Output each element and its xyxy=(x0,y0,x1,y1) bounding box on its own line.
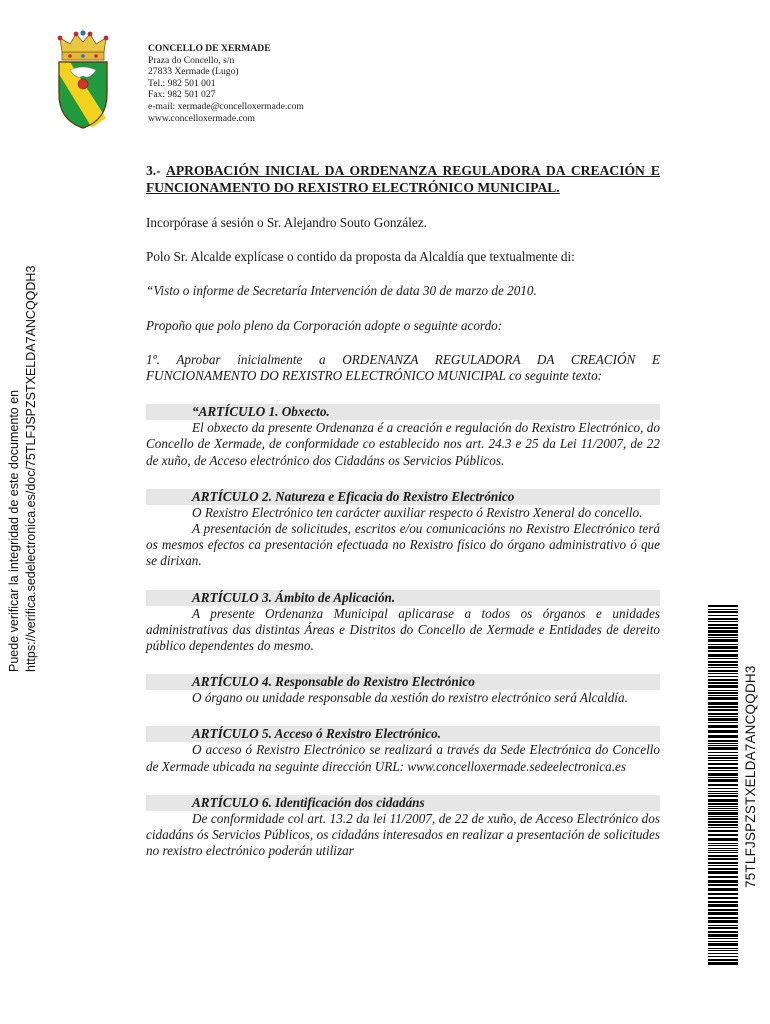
barcode-bar xyxy=(708,695,738,696)
barcode-bar xyxy=(708,702,738,705)
barcode-bar xyxy=(708,850,738,851)
agreement-paragraph: 1º. Aprobar inicialmente a ORDENANZA REGULADORA DA CREACIÓN E FUNCIONAMENTO DO REXISTRO ELECTRÓNICO MUNICIPAL co seguinte texto: xyxy=(146,351,660,384)
barcode-bar xyxy=(708,755,738,756)
barcode-bar xyxy=(708,858,738,860)
barcode-bar xyxy=(708,658,738,659)
verification-barcode xyxy=(708,605,738,967)
barcode-bar xyxy=(708,752,738,753)
municipality-header xyxy=(148,43,304,124)
barcode-bar xyxy=(708,917,738,919)
barcode-bar xyxy=(708,953,738,954)
barcode-bar xyxy=(708,808,738,809)
article-5 xyxy=(146,726,660,774)
barcode-bar xyxy=(708,690,738,691)
article-4 xyxy=(146,674,660,706)
barcode-bar xyxy=(708,745,738,746)
document-body xyxy=(146,163,660,859)
barcode-bar xyxy=(708,876,738,878)
article-text: De conformidade col art. 13.2 da lei 11/2007, de 22 de xuño, de Acceso Electrónico dos cidadáns ós Servicios Públicos, os cidadáns interesados en realizar a presentación de solicitudes no rexistro electrónico poderán utilizar xyxy=(146,810,660,859)
article-title: ARTÍCULO 4. Responsable do Rexistro Electrónico xyxy=(146,674,660,690)
barcode-bar xyxy=(708,679,738,681)
barcode-bar xyxy=(708,639,738,642)
barcode-bar xyxy=(708,644,738,645)
barcode-bar xyxy=(708,868,738,870)
barcode-bar xyxy=(708,920,738,923)
barcode-bar xyxy=(708,654,738,657)
article-3 xyxy=(146,590,660,655)
verification-note-line1: Puede verificar la integridad de este documento en xyxy=(7,389,21,672)
barcode-bar xyxy=(708,810,738,811)
fax: Fax: 982 501 027 xyxy=(148,89,216,101)
barcode-bar xyxy=(708,791,738,792)
barcode-bar xyxy=(708,862,738,864)
barcode-bar xyxy=(708,799,738,802)
barcode-bar xyxy=(708,730,738,733)
barcode-bar xyxy=(708,795,738,797)
barcode-bar xyxy=(708,888,738,891)
barcode-bar xyxy=(708,740,738,742)
barcode-bar xyxy=(708,824,738,826)
barcode-bar xyxy=(708,941,738,942)
barcode-bar xyxy=(708,845,738,846)
barcode-bar xyxy=(708,670,738,672)
article-text: O Rexistro Electrónico ten carácter auxiliar respecto ó Rexistro Xeneral do concello. xyxy=(192,504,643,520)
barcode-bar xyxy=(708,788,738,789)
barcode-bar xyxy=(708,627,738,629)
barcode-bar xyxy=(708,865,738,866)
barcode-bar xyxy=(708,812,738,815)
barcode-bar xyxy=(708,950,738,951)
barcode-bar xyxy=(708,843,738,844)
barcode-bar xyxy=(708,803,738,805)
barcode-bar xyxy=(708,880,738,883)
barcode-bar xyxy=(708,605,738,607)
barcode-bar xyxy=(708,611,738,613)
barcode-bar xyxy=(708,747,738,750)
barcode-bar xyxy=(708,897,738,899)
barcode-bar xyxy=(708,713,738,715)
article-title: ARTÍCULO 3. Ámbito de Aplicación. xyxy=(146,590,660,606)
barcode-bar xyxy=(708,912,738,915)
barcode-bar xyxy=(708,634,738,636)
article-text: A presente Ordenanza Municipal aplicarase a todos os órganos e unidades administrativas das distintas Áreas e Distritos do Concello de Xermade e Entidades de dereito público dependentes do mesmo. xyxy=(146,605,660,654)
barcode-bar xyxy=(708,685,738,688)
barcode-bar xyxy=(708,838,738,841)
barcode-bar xyxy=(708,893,738,895)
barcode-bar xyxy=(708,779,738,782)
barcode-bar xyxy=(708,667,738,668)
barcode-bar xyxy=(708,664,738,666)
barcode-bar xyxy=(708,770,738,771)
barcode-bar xyxy=(708,821,738,823)
barcode-bar xyxy=(708,621,738,622)
article-2 xyxy=(146,489,660,570)
barcode-bar xyxy=(708,948,738,949)
barcode-bar xyxy=(708,938,738,939)
barcode-bar xyxy=(708,871,738,874)
verification-url[interactable]: https://verifica.sedelectronica.es/doc/75TLFJSPZSTXELDA7ANCQQDH3 xyxy=(24,265,38,672)
barcode-bar xyxy=(708,934,738,937)
barcode-bar xyxy=(708,692,738,694)
paragraph: Incorpórase á sesión o Sr. Alejandro Souto González. xyxy=(146,215,427,230)
agenda-item-title: APROBACIÓN INICIAL DA ORDENANZA REGULADORA DA CREACIÓN E FUNCIONAMENTO DO REXISTRO ELECTRÓNICO MUNICIPAL. xyxy=(146,163,660,195)
barcode-bar xyxy=(708,697,738,700)
barcode-bar xyxy=(708,682,738,684)
article-title: ARTÍCULO 5. Acceso ó Rexistro Electrónico. xyxy=(146,726,660,742)
barcode-bar xyxy=(708,956,738,957)
barcode-bar xyxy=(708,884,738,886)
barcode-bar xyxy=(708,630,738,633)
barcode-bar xyxy=(708,637,738,638)
barcode-bar xyxy=(708,725,738,728)
barcode-bar xyxy=(708,743,738,744)
barcode-bar xyxy=(708,661,738,663)
barcode-bar xyxy=(708,901,738,903)
barcode-bar xyxy=(708,706,738,708)
email[interactable]: e-mail: xermade@concelloxermade.com xyxy=(148,100,304,112)
barcode-bar xyxy=(708,855,738,857)
agenda-item-heading xyxy=(146,163,660,196)
barcode-bar xyxy=(708,676,738,677)
paragraph: Polo Sr. Alcalde explícase o contido da proposta da Alcaldía que textualmente di: xyxy=(146,249,575,265)
barcode-bar xyxy=(708,716,738,717)
barcode-bar xyxy=(708,834,738,836)
barcode-bar xyxy=(708,735,738,738)
barcode-bar xyxy=(708,962,738,965)
telephone: Tel.: 982 501 001 xyxy=(148,77,216,89)
barcode-bar xyxy=(708,848,738,849)
organization-name: CONCELLO DE XERMADE xyxy=(148,43,271,54)
agenda-item-number: 3.- xyxy=(146,163,167,178)
article-text: A presentación de solicitudes, escritos e/ou comunicacións no Rexistro Electrónico terá os mesmos efectos ca presentación efectuada no Rexistro físico do órgano administrativo ó que se dirixan. xyxy=(146,521,660,569)
barcode-bar xyxy=(708,718,738,721)
paragraph: Propoño que polo pleno da Corporación adopte o seguinte acordo: xyxy=(146,317,503,333)
barcode-bar xyxy=(708,927,738,929)
address: Praza do Concello, s/n xyxy=(148,54,235,66)
municipal-crest-icon xyxy=(50,30,116,130)
article-text: O acceso ó Rexistro Electrónico se realizará a través da Sede Electrónica do Concello de Xermade ubicada na seguinte dirección URL: www.concelloxermade.sedeelectronica.es xyxy=(146,742,660,774)
barcode-bar xyxy=(708,959,738,961)
article-6 xyxy=(146,795,660,860)
barcode-bar xyxy=(708,615,738,616)
barcode-bar xyxy=(708,722,738,723)
barcode-bar xyxy=(708,609,738,610)
barcode-code: 75TLFJSPZSTXELDA7ANCQQDH3 xyxy=(743,665,758,888)
barcode-bar xyxy=(708,830,738,832)
barcode-bar xyxy=(708,943,738,946)
barcode-bar xyxy=(708,818,738,820)
article-1 xyxy=(146,404,660,469)
barcode-bar xyxy=(708,777,738,778)
barcode-bar xyxy=(708,925,738,926)
paragraph: “Visto o informe de Secretaría Intervención de data 30 de marzo de 2010. xyxy=(146,283,537,299)
barcode-bar xyxy=(708,760,738,761)
barcode-bar xyxy=(708,767,738,769)
barcode-bar xyxy=(708,793,738,794)
article-title: ARTÍCULO 2. Natureza e Eficacia do Rexistro Electrónico xyxy=(146,489,660,505)
barcode-bar xyxy=(708,931,738,933)
article-title: “ARTÍCULO 1. Obxecto. xyxy=(146,404,660,420)
barcode-bar xyxy=(708,763,738,765)
article-text: El obxecto da presente Ordenanza é a creación e regulación do Rexistro Electrónico, do Concello de Xermade, de conformidade co establecido nos art. 24.3 e 25 da Lei 11/2007, de 22 de xuño, de Acceso electrónico dos Cidadáns os Servicios Públicos. xyxy=(146,420,660,468)
barcode-bar xyxy=(708,806,738,807)
postal-address: 27833 Xermade (Lugo) xyxy=(148,66,239,78)
barcode-bar xyxy=(708,827,738,828)
barcode-bar xyxy=(708,650,738,652)
article-text: O órgano ou unidade responsable da xestión do rexistro electrónico será Alcaldía. xyxy=(192,690,628,706)
barcode-bar xyxy=(708,773,738,776)
barcode-bar xyxy=(708,618,738,620)
barcode-bar xyxy=(708,909,738,911)
barcode-bar xyxy=(708,784,738,786)
barcode-bar xyxy=(708,904,738,907)
barcode-bar xyxy=(708,624,738,626)
article-title: ARTÍCULO 6. Identificación dos cidadáns xyxy=(146,795,660,811)
verification-note xyxy=(6,266,40,672)
barcode-bar xyxy=(708,709,738,711)
barcode-bar xyxy=(708,816,738,817)
barcode-bar xyxy=(708,852,738,853)
barcode-bar xyxy=(708,673,738,674)
website[interactable]: www.concelloxermade.com xyxy=(148,112,255,124)
barcode-bar xyxy=(708,757,738,759)
barcode-bar xyxy=(708,646,738,649)
